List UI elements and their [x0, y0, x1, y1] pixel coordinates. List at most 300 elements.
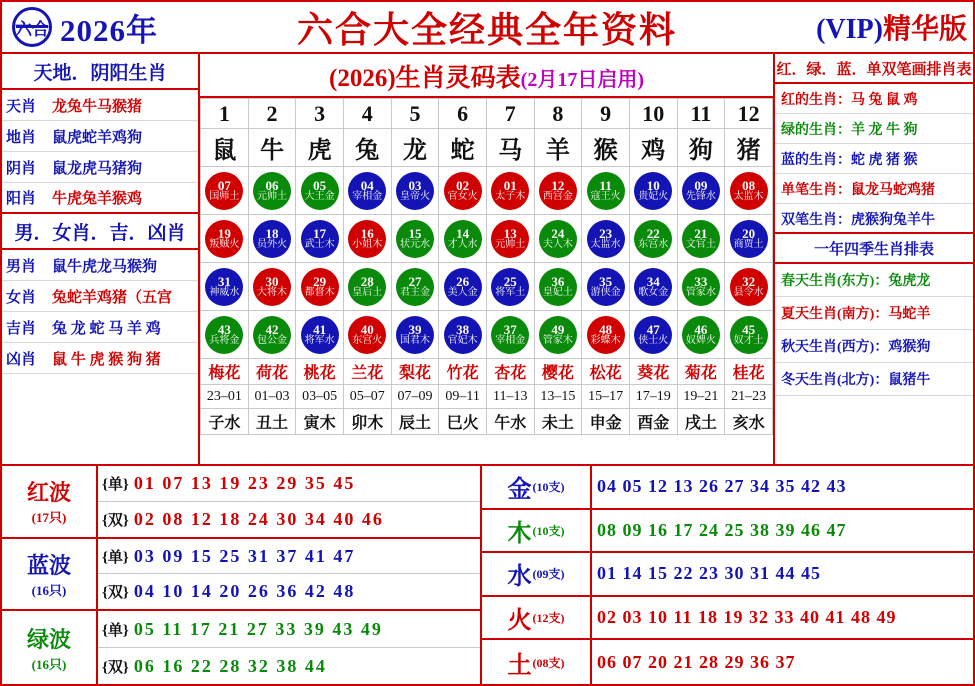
number-ball[interactable] [491, 316, 529, 354]
ball-number: 03 [408, 178, 422, 193]
ball-title: 夫人木 [542, 239, 573, 250]
zodiac-name: 狗 [677, 129, 725, 167]
number-ball[interactable] [253, 316, 291, 354]
ball-cell [629, 263, 677, 311]
number-ball[interactable] [634, 172, 672, 210]
number-ball[interactable] [205, 316, 243, 354]
ball-title: 兵将金 [209, 335, 240, 346]
ball-cell [725, 167, 773, 215]
ball-cell [439, 263, 487, 311]
wave-row [2, 611, 480, 684]
row-value: 鼠 牛 虎 猴 狗 猪 [52, 351, 161, 368]
ball-cell [486, 311, 534, 359]
ball-cell [343, 167, 391, 215]
number-ball[interactable] [539, 172, 577, 210]
ball-title: 侠士火 [638, 335, 669, 346]
number-ball[interactable] [491, 268, 529, 306]
number-ball[interactable] [730, 268, 768, 306]
zodiac-name: 鼠 [201, 129, 249, 167]
element-row [482, 466, 973, 510]
flower-name: 樱花 [534, 359, 582, 385]
flower-name: 竹花 [439, 359, 487, 385]
ball-number: 35 [599, 274, 613, 289]
row-key: 凶肖 [6, 351, 37, 368]
wave-number-line [98, 648, 480, 684]
ball-cell [391, 167, 439, 215]
row-key: 地肖 [6, 129, 37, 146]
row-key: 阴肖 [6, 160, 37, 177]
element-label [482, 553, 592, 595]
element-count: (08支) [532, 655, 565, 670]
ball-title: 宰相金 [352, 191, 383, 202]
number-ball[interactable] [444, 172, 482, 210]
ball-title: 县令水 [733, 287, 764, 298]
wave-number-line [98, 539, 480, 575]
element-label [482, 510, 592, 552]
vip-badge [816, 7, 967, 47]
ball-cell [391, 311, 439, 359]
ball-number: 10 [646, 178, 660, 193]
element-table [482, 466, 973, 684]
number-ball[interactable] [587, 316, 625, 354]
column-number: 5 [391, 99, 439, 129]
number-ball[interactable] [253, 172, 291, 210]
flower-name: 松花 [582, 359, 630, 385]
time-range: 13–15 [534, 385, 582, 409]
ball-number: 13 [503, 226, 517, 241]
ball-cell [343, 263, 391, 311]
zodiac-name: 马 [486, 129, 534, 167]
ball-cell [629, 167, 677, 215]
ball-number: 49 [551, 322, 565, 337]
number-ball[interactable] [587, 172, 625, 210]
list-item [2, 343, 198, 374]
ball-number: 21 [694, 226, 708, 241]
number-ball[interactable] [539, 268, 577, 306]
column-number: 4 [343, 99, 391, 129]
flower-name: 桂花 [725, 359, 773, 385]
ball-title: 太监木 [733, 191, 764, 202]
ball-title: 状元水 [399, 239, 430, 250]
ball-title: 都督木 [304, 287, 335, 298]
row-key: 吉肖 [6, 320, 37, 337]
wave-label [2, 539, 98, 610]
ball-cell [582, 263, 630, 311]
column-number: 9 [582, 99, 630, 129]
ball-title: 管家木 [542, 335, 573, 346]
ball-number: 40 [360, 322, 374, 337]
ball-cell [439, 311, 487, 359]
parity-tag: {双} [102, 585, 129, 602]
element-row [482, 510, 973, 554]
ball-title: 贵妃火 [638, 191, 669, 202]
ball-title: 太监水 [590, 239, 621, 250]
number-ball[interactable] [444, 268, 482, 306]
ball-title: 彩蝶木 [590, 335, 621, 346]
number-ball[interactable] [301, 268, 339, 306]
element-count: (09支) [532, 567, 565, 582]
element-name: 丑土 [248, 409, 296, 435]
parity-tag: {单} [102, 476, 129, 493]
ball-number: 19 [217, 226, 231, 241]
number-ball[interactable] [539, 316, 577, 354]
ball-title: 神威水 [209, 287, 240, 298]
wave-row [2, 466, 480, 539]
ball-number: 41 [313, 322, 327, 337]
ball-title: 大将木 [256, 287, 287, 298]
number-ball[interactable] [491, 220, 529, 258]
number-ball[interactable] [682, 268, 720, 306]
left-panel [2, 54, 200, 464]
row-key: 男肖 [6, 258, 37, 275]
element-row [482, 553, 973, 597]
ball-title: 官妃木 [447, 335, 478, 346]
list-item [2, 250, 198, 281]
ball-number: 15 [408, 226, 422, 241]
parity-tag: {单} [102, 622, 129, 639]
ball-cell [391, 263, 439, 311]
ball-number: 46 [694, 322, 708, 337]
element-number-list: 01 14 15 22 23 30 31 44 45 [597, 563, 821, 584]
ball-title: 商贾土 [733, 239, 764, 250]
flower-name: 荷花 [248, 359, 296, 385]
time-range: 19–21 [677, 385, 725, 409]
ball-number: 02 [456, 178, 470, 193]
number-ball[interactable] [634, 268, 672, 306]
ball-cell [248, 311, 296, 359]
number-list: 03 09 15 25 31 37 41 47 [133, 545, 356, 566]
wave-count: (16只) [31, 656, 67, 672]
ball-title: 叛贼火 [209, 239, 240, 250]
time-range: 09–11 [439, 385, 487, 409]
parity-tag: {双} [102, 659, 129, 676]
number-ball[interactable] [205, 172, 243, 210]
element-name: 水 [507, 564, 532, 591]
list-item [2, 121, 198, 152]
right-panel-title: 红．绿．蓝．单双笔画排肖表 [775, 54, 973, 84]
ball-title: 将军水 [304, 335, 335, 346]
wave-number-lines [98, 539, 480, 610]
row-value: 鼠牛虎龙马猴狗 [52, 258, 158, 275]
ball-number: 09 [694, 178, 708, 193]
ball-cell [296, 215, 344, 263]
number-ball[interactable] [730, 220, 768, 258]
number-ball[interactable] [396, 268, 434, 306]
ball-number: 37 [503, 322, 517, 337]
column-number: 10 [629, 99, 677, 129]
table-row-balls [201, 311, 773, 359]
zodiac-name: 羊 [534, 129, 582, 167]
column-number: 8 [534, 99, 582, 129]
number-ball[interactable] [348, 316, 386, 354]
title-main: (2026)生肖灵码表 [329, 65, 521, 92]
number-ball[interactable] [301, 220, 339, 258]
ball-number: 20 [742, 226, 756, 241]
ball-title: 游侠金 [590, 287, 621, 298]
vip-edition: 精华版 [882, 14, 967, 45]
ball-number: 29 [313, 274, 327, 289]
column-number: 2 [248, 99, 296, 129]
ball-cell [677, 311, 725, 359]
ball-cell [296, 167, 344, 215]
ball-title: 国师土 [209, 191, 240, 202]
logo-icon [8, 5, 56, 49]
element-name: 辰土 [391, 409, 439, 435]
element-name: 子水 [201, 409, 249, 435]
ball-cell [201, 263, 249, 311]
ball-title: 东宫水 [638, 239, 669, 250]
time-range: 23–01 [201, 385, 249, 409]
number-ball[interactable] [730, 316, 768, 354]
ball-cell [248, 263, 296, 311]
ball-title: 国君木 [399, 335, 430, 346]
element-label [482, 466, 592, 508]
ball-number: 26 [456, 274, 470, 289]
ball-number: 48 [599, 322, 613, 337]
ball-title: 员外火 [256, 239, 287, 250]
ball-title: 包公金 [256, 335, 287, 346]
right-panel [775, 54, 973, 464]
number-ball[interactable] [205, 220, 243, 258]
zodiac-code-table [200, 98, 773, 435]
number-ball[interactable] [348, 172, 386, 210]
wave-count: (17只) [31, 510, 67, 526]
element-number-list: 06 07 20 21 28 29 36 37 [597, 651, 796, 672]
ball-cell [725, 263, 773, 311]
element-name: 亥水 [725, 409, 773, 435]
number-ball[interactable] [253, 268, 291, 306]
body-grid [2, 54, 973, 464]
ball-cell [391, 215, 439, 263]
wave-number-lines [98, 466, 480, 537]
number-ball[interactable] [634, 316, 672, 354]
column-number: 1 [201, 99, 249, 129]
ball-number: 16 [360, 226, 374, 241]
ball-title: 美人金 [447, 287, 478, 298]
ball-number: 31 [217, 274, 231, 289]
wave-number-line [98, 611, 480, 648]
row-value: 鼠龙虎马猪狗 [52, 160, 143, 177]
ball-cell [725, 311, 773, 359]
ball-title: 元帅土 [256, 191, 287, 202]
number-ball[interactable] [205, 268, 243, 306]
left-panel-title: 天地．阴阳生肖 [2, 54, 198, 90]
row-key: 女肖 [6, 289, 37, 306]
list-item [2, 90, 198, 121]
ball-title: 皇妃土 [542, 287, 573, 298]
zodiac-name: 牛 [248, 129, 296, 167]
number-ball[interactable] [491, 172, 529, 210]
element-row [482, 597, 973, 641]
ball-cell [296, 263, 344, 311]
list-item: 单笔生肖：鼠龙马蛇鸡猪 [775, 174, 973, 204]
number-list: 05 11 17 21 27 33 39 43 49 [133, 618, 383, 639]
zodiac-name: 兔 [343, 129, 391, 167]
ball-number: 38 [456, 322, 470, 337]
ball-title: 才人水 [447, 239, 478, 250]
ball-title: 奴才土 [733, 335, 764, 346]
ball-number: 07 [217, 178, 231, 193]
element-name: 午水 [486, 409, 534, 435]
ball-number: 36 [551, 274, 565, 289]
table-row-balls [201, 215, 773, 263]
element-label [482, 597, 592, 639]
ball-number: 25 [503, 274, 517, 289]
row-value: 兔蛇羊鸡猪（五宫 [52, 289, 173, 306]
number-ball[interactable] [444, 316, 482, 354]
zodiac-name: 猴 [582, 129, 630, 167]
ball-cell [725, 215, 773, 263]
ball-title: 官女火 [447, 191, 478, 202]
ball-number: 33 [694, 274, 708, 289]
element-name: 戌土 [677, 409, 725, 435]
zodiac-table-title [200, 54, 773, 98]
number-ball[interactable] [253, 220, 291, 258]
list-item: 绿的生肖：羊 龙 牛 狗 [775, 114, 973, 144]
element-name: 申金 [582, 409, 630, 435]
ball-title: 先锋水 [685, 191, 716, 202]
ball-title: 武士木 [304, 239, 335, 250]
list-item: 春天生肖(东方)：兔虎龙 [775, 264, 973, 297]
number-ball[interactable] [730, 172, 768, 210]
element-count: (10支) [532, 480, 565, 495]
number-ball[interactable] [396, 220, 434, 258]
list-item: 双笔生肖：虎猴狗兔羊牛 [775, 204, 973, 234]
number-ball[interactable] [301, 172, 339, 210]
ball-cell [534, 167, 582, 215]
number-ball[interactable] [396, 316, 434, 354]
element-name: 寅木 [296, 409, 344, 435]
bottom-section [2, 464, 973, 684]
time-range: 17–19 [629, 385, 677, 409]
title-note: (2月17日启用) [520, 69, 644, 91]
element-count: (12支) [532, 611, 565, 626]
ball-title: 皇后土 [352, 287, 383, 298]
number-ball[interactable] [539, 220, 577, 258]
element-row [482, 640, 973, 684]
ball-cell [582, 215, 630, 263]
ball-number: 43 [217, 322, 231, 337]
ball-number: 17 [313, 226, 327, 241]
ball-cell [677, 167, 725, 215]
column-number: 6 [439, 99, 487, 129]
zodiac-name: 蛇 [439, 129, 487, 167]
ball-cell [677, 215, 725, 263]
table-row-numbers [201, 99, 773, 129]
row-key: 天肖 [6, 98, 37, 115]
number-ball[interactable] [396, 172, 434, 210]
ball-title: 君主金 [399, 287, 430, 298]
ball-title: 宰相金 [495, 335, 526, 346]
ball-number: 30 [265, 274, 279, 289]
zodiac-code-table-panel [200, 54, 775, 464]
time-range: 01–03 [248, 385, 296, 409]
list-item: 夏天生肖(南方)：马蛇羊 [775, 297, 973, 330]
flower-name: 桃花 [296, 359, 344, 385]
element-name: 金 [507, 477, 532, 504]
element-name: 木 [507, 520, 532, 547]
ball-number: 12 [551, 178, 565, 193]
ball-number: 47 [646, 322, 660, 337]
column-number: 12 [725, 99, 773, 129]
element-name: 未土 [534, 409, 582, 435]
zodiac-name: 鸡 [629, 129, 677, 167]
list-item [2, 312, 198, 343]
number-list: 06 16 22 28 32 38 44 [133, 655, 327, 676]
time-range: 07–09 [391, 385, 439, 409]
element-name: 酉金 [629, 409, 677, 435]
list-item [2, 152, 198, 183]
list-item [2, 281, 198, 312]
ball-cell [439, 215, 487, 263]
number-ball[interactable] [682, 316, 720, 354]
ball-title: 皇帝火 [399, 191, 430, 202]
ball-cell [534, 311, 582, 359]
ball-number: 04 [360, 178, 374, 193]
ball-number: 01 [503, 178, 517, 193]
year-title: 2026年 [60, 12, 158, 48]
ball-cell [343, 311, 391, 359]
ball-number: 23 [599, 226, 613, 241]
element-name: 巳火 [439, 409, 487, 435]
zodiac-name: 猪 [725, 129, 773, 167]
wave-name: 蓝波 [26, 552, 71, 578]
vip-tag: (VIP) [816, 14, 883, 45]
ball-cell [343, 215, 391, 263]
time-range: 03–05 [296, 385, 344, 409]
number-list: 01 07 13 19 23 29 35 45 [133, 472, 356, 493]
wave-table [2, 466, 482, 684]
ball-cell [486, 167, 534, 215]
ball-cell [677, 263, 725, 311]
time-range: 15–17 [582, 385, 630, 409]
column-number: 7 [486, 99, 534, 129]
number-ball[interactable] [444, 220, 482, 258]
ball-cell [534, 263, 582, 311]
ball-cell [486, 215, 534, 263]
list-item: 冬天生肖(北方)：鼠猪牛 [775, 363, 973, 396]
number-ball[interactable] [587, 268, 625, 306]
ball-title: 太子木 [495, 191, 526, 202]
ball-title: 将军土 [495, 287, 526, 298]
ball-number: 32 [742, 274, 756, 289]
number-ball[interactable] [682, 172, 720, 210]
number-ball[interactable] [348, 220, 386, 258]
ball-title: 东宫火 [352, 335, 383, 346]
ball-cell [439, 167, 487, 215]
table-row-flowers [201, 359, 773, 385]
list-item: 秋天生肖(西方)：鸡猴狗 [775, 330, 973, 363]
time-range: 11–13 [486, 385, 534, 409]
number-list: 04 10 14 20 26 36 42 48 [133, 581, 356, 602]
zodiac-name: 虎 [296, 129, 344, 167]
number-ball[interactable] [301, 316, 339, 354]
number-ball[interactable] [682, 220, 720, 258]
number-ball[interactable] [348, 268, 386, 306]
number-ball[interactable] [587, 220, 625, 258]
element-name: 土 [507, 652, 532, 679]
parity-tag: {双} [102, 512, 129, 529]
ball-number: 27 [408, 274, 422, 289]
wave-number-line [98, 466, 480, 502]
wave-row [2, 539, 480, 612]
flower-name: 杏花 [486, 359, 534, 385]
ball-cell [629, 215, 677, 263]
ball-cell [201, 215, 249, 263]
wave-number-lines [98, 611, 480, 684]
number-ball[interactable] [634, 220, 672, 258]
ball-title: 管家水 [685, 287, 716, 298]
